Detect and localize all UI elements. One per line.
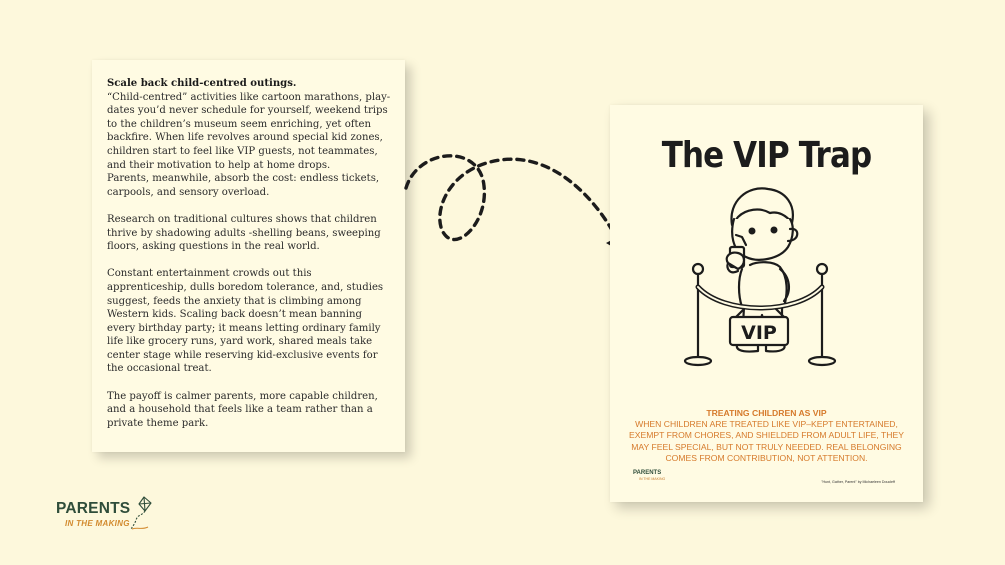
brand-logo-main: PARENTS bbox=[56, 500, 131, 517]
poster-caption bbox=[624, 408, 909, 464]
caption-body: WHEN CHILDREN ARE TREATED LIKE VIP–KEPT ENTERTAINED, EXEMPT FROM CHORES, AND SHIELDED FROM ADULT LIFE, THEY MAY FEEL SPECIAL, BUT NOT TRULY NEEDED. REAL BELONGING COMES FROM CONTRIBUTION, NOT ATTENTION. bbox=[629, 419, 904, 463]
brand-logo bbox=[56, 500, 156, 540]
poster-title: The VIP Trap bbox=[661, 135, 872, 176]
kite-icon bbox=[130, 496, 152, 532]
poster-credit: "Hunt, Gather, Parent" by Michaeleen Doucleff bbox=[821, 480, 895, 484]
poster-logo-sub: IN THE MAKING bbox=[639, 477, 666, 481]
caption-heading: TREATING CHILDREN AS VIP bbox=[706, 408, 827, 418]
child-behind-vip-rope-icon bbox=[680, 183, 840, 373]
dashed-curved-arrow-icon bbox=[400, 148, 640, 263]
article-paragraph-3: Research on traditional cultures shows that children thrive by shadowing adults -shelling beans, sweeping floors, asking questions in the real world. bbox=[107, 213, 381, 253]
article-title: Scale back child-centred outings. bbox=[107, 78, 297, 89]
poster-card bbox=[610, 105, 923, 502]
vip-sign-text: VIP bbox=[741, 322, 777, 344]
poster-logo bbox=[633, 470, 673, 486]
article-paragraph-5: The payoff is calmer parents, more capable children, and a household that feels like a team rather than a private theme park. bbox=[107, 390, 378, 429]
article-paragraph-2: Parents, meanwhile, absorb the cost: endless tickets, carpools, and sensory overload. bbox=[107, 173, 380, 198]
article-paragraph-1: “Child-centred” activities like cartoon marathons, play-dates you’d never schedule for yourself, weekend trips to the children’s museum seem enriching, yet often backfire. When life revolves around special kid zones, children start to feel like VIP guests, not teammates, and their motivation to help at home drops. bbox=[107, 91, 391, 171]
article-paragraph-4: Constant entertainment crowds out this apprenticeship, dulls boredom tolerance, and, studies suggest, feeds the anxiety that is climbing among Western kids. Scaling back doesn’t mean banning every birthday party; it means letting ordinary family life like grocery runs, yard work, shared meals take center stage while reserving kid-exclusive events for the occasional treat. bbox=[107, 268, 384, 375]
article-card bbox=[92, 60, 405, 452]
poster-logo-main: PARENTS bbox=[633, 470, 662, 476]
brand-logo-sub: IN THE MAKING bbox=[65, 519, 130, 528]
